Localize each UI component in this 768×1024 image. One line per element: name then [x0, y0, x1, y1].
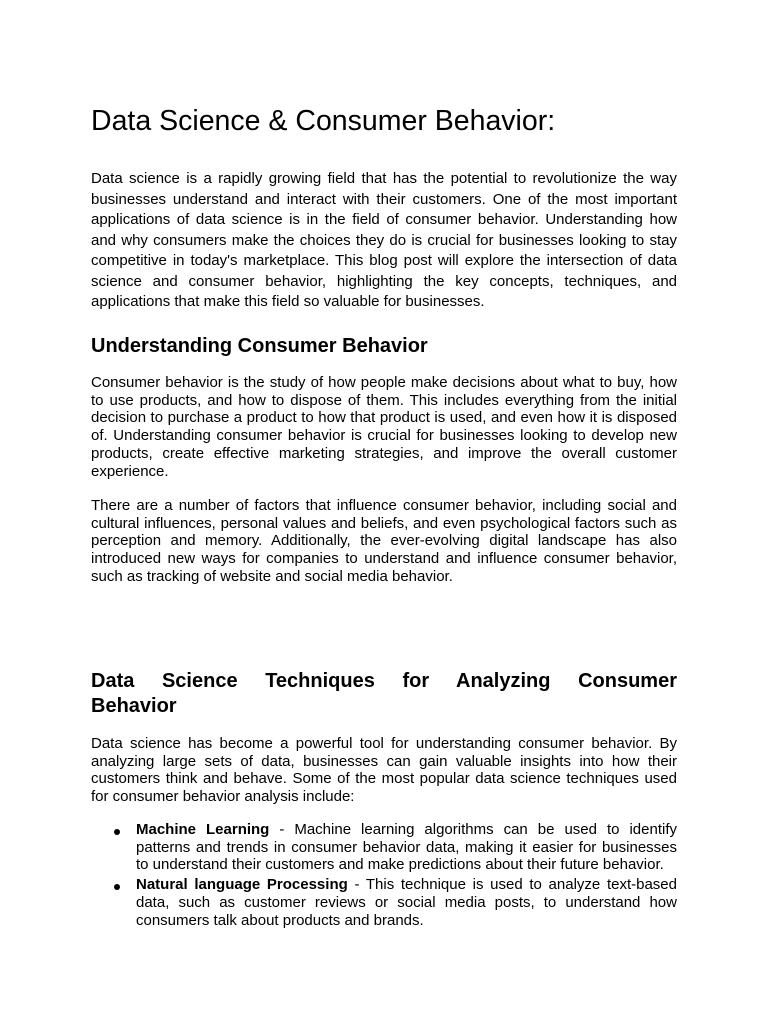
techniques-list [91, 821, 677, 931]
section-heading-techniques-line2: Behavior [91, 695, 177, 717]
bullet-icon [114, 829, 120, 835]
intro-paragraph: Data science is a rapidly growing field that has the potential to revolutionize the way businesses understand and interact with their customers. One of the most important applications of data science is in the field of consumer behavior. Understanding how and why consumers make the choices they do is crucial for businesses looking to stay competitive in today's marketplace. This blog post will explore the intersection of data science and consumer behavior, highlighting the key concepts, techniques, and applications that make this field so valuable for businesses. [91, 170, 677, 310]
section1-paragraph-2: There are a number of factors that influence consumer behavior, including social and cultural influences, personal values and beliefs, and even psychological factors such as perception and memory. Additionally, the ever-evolving digital landscape has also introduced new ways for companies to understand and influence consumer behavior, such as tracking of website and social media behavior. [91, 497, 677, 585]
bullet-term: Natural language Processing [136, 876, 348, 894]
bullet-term: Machine Learning [136, 821, 270, 838]
section-heading-understanding: Understanding Consumer Behavior [91, 335, 428, 357]
bullet-icon [114, 884, 120, 890]
section1-paragraph-1: Consumer behavior is the study of how people make decisions about what to buy, how to use products, and how to dispose of them. This includes everything from the initial decision to purchase a product to how that product is used, and even how it is disposed of. Understanding consumer behavior is crucial for businesses looking to develop new products, create effective marketing strategies, and improve the overall customer experience. [91, 374, 677, 480]
section2-paragraph: Data science has become a powerful tool for understanding consumer behavior. By analyzing large sets of data, businesses can gain valuable insights into how their customers think and behave. Some of the most popular data science techniques used for consumer behavior analysis include: [91, 735, 677, 806]
bullet-text: - Machine learning algorithms can be used to identify patterns and trends in consumer behavior data, making it easier for businesses to understand their customers and make predictions about their future behavior. [136, 821, 677, 874]
list-item [91, 876, 677, 929]
list-item [91, 821, 677, 874]
section-heading-techniques [91, 669, 677, 719]
bullet-text: - This technique is used to analyze text-based data, such as customer reviews or social media posts, to understand how consumers talk about products and brands. [136, 876, 677, 929]
document-title: Data Science & Consumer Behavior: [91, 105, 556, 137]
section-heading-techniques-line1: Data Science Techniques for Analyzing Consumer [91, 670, 677, 692]
